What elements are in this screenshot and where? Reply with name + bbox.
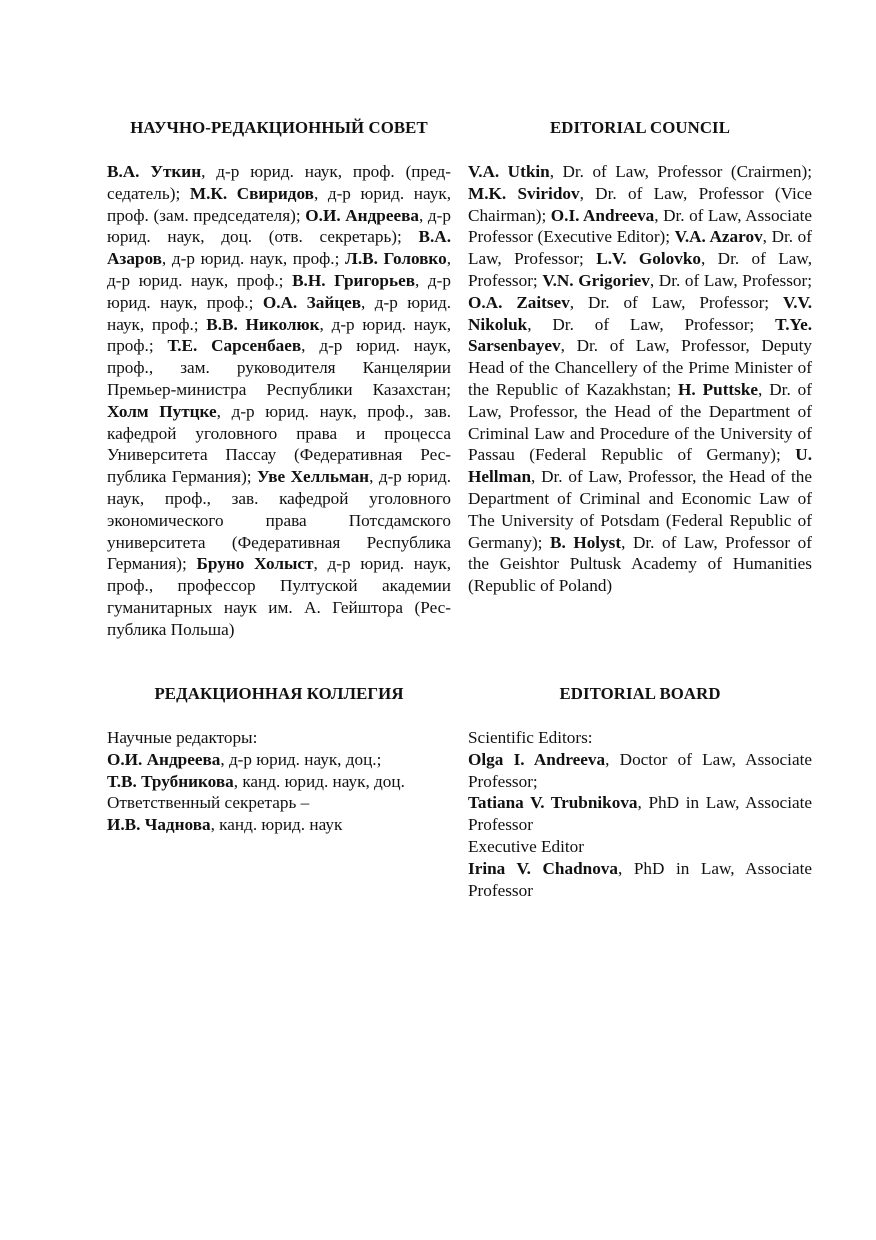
ru-council-member-name: Т.Е. Сарсенбаев [167,336,302,356]
ru-council-member-name: М.К. Свиридов [189,183,314,203]
ru-editor-1 [107,749,451,771]
ru-council-member-name: В.В. Николюк [206,314,320,334]
en-council-member-desc: , Dr. of Law, Professor; [468,249,812,290]
en-council-member-name: V.A. Utkin [468,162,550,181]
en-editor-2-desc: , PhD in Law, Associate Professor [468,793,812,835]
ru-council-member-desc: , д-р юрид. наук, проф.; [107,314,451,356]
ru-council-member-desc: , д-р юрид. наук, проф., зав. кафедрой уголовного права и процесса Университета Пассау (Федеративная Республика Германия); [107,401,451,487]
ru-council-member-desc: , д-р юрид. наук, проф.; [107,249,451,290]
en-council-member-name: V.A. Azarov [674,227,763,247]
ru-editor-1-desc: , д-р юрид. наук, доц.; [220,749,382,769]
en-council-member-name: O.I. Andreeva [550,205,655,225]
en-council-title: EDITORIAL COUNCIL [550,118,730,137]
en-board-section [468,683,812,901]
ru-council-section [107,117,451,641]
ru-council-member-name: В.А. Азаров [107,227,451,269]
en-council-member-desc: , Dr. of Law, Professor of the Geishtor Pultusk Academy of Humanities (Republic of Poland) [468,532,812,596]
en-council-member-desc: , Dr. of Law, Professor (Vice Chairman); [468,183,812,225]
ru-editor-2 [107,771,451,793]
en-secretary-desc: , PhD in Law, Associate Professor [468,858,812,900]
ru-council-member-desc: , д-р юрид. наук, проф., профессор Пултуской академии гуманитарных наук им. А. Гейштора (Республика Польша) [107,554,451,639]
en-council-member-name: V.N. Grigoriev [542,270,650,290]
ru-council-member-name: Холм Путцке [107,401,217,421]
ru-secretary-desc: , канд. юрид. наук [210,815,343,835]
en-council-member-desc: , Dr. of Law, Professor; [569,292,784,312]
en-council-member-name: L.V. Golovko [596,249,701,269]
en-council-member-desc: , Dr. of Law, Professor; [649,270,812,290]
ru-council-member-desc: , д-р юрид. наук, проф. (председатель); [107,162,451,203]
ru-council-member-desc: , д-р юрид. наук, проф. (зам. председателя); [107,183,451,225]
ru-council-member-desc: , д-р юрид. наук, проф., зав. кафедрой уголовного экономического права Потсдамского университета (Федеративная Республика Германия); [107,467,451,574]
en-council-member-name: O.A. Zaitsev [468,292,570,312]
en-editor-2-name: Tatiana V. Trubnikova [468,793,638,813]
ru-secretary [107,814,451,836]
ru-sci-editors-label: Научные редакторы: [107,728,258,747]
ru-secretary-name: И.В. Чаднова [107,815,211,835]
ru-board-title: РЕДАКЦИОННАЯ КОЛЛЕГИЯ [154,684,404,703]
ru-council-list [107,161,451,641]
en-sci-editors-label: Scientific Editors: [468,728,593,747]
en-council-member-name: U. Hellman [468,445,812,487]
ru-board-list [107,727,451,836]
ru-secretary-label: Ответственный секретарь – [107,793,310,813]
ru-council-member-name: Уве Хелльман [257,467,370,487]
en-council-member-desc: , Dr. of Law, Professor, Deputy Head of the Chancellery of the Prime Minister of the Republic of Kazakhstan; [468,336,812,399]
ru-board-section [107,683,451,836]
en-council-member-desc: , Dr. of Law, Professor, the Head of the Department of Criminal and Economic Law of The University of Potsdam (Federal Republic of Germany); [468,467,812,552]
en-secretary [468,858,812,902]
en-council-member-desc: , Dr. of Law, Professor, the Head of the Department of Criminal Law and Procedure of the University of Passau (Federal Republic of Germany); [468,379,812,465]
ru-council-member-name: О.И. Андреева [305,205,419,225]
en-board-list [468,727,812,901]
ru-council-member-name: В.А. Уткин [107,162,202,181]
en-secretary-label: Executive Editor [468,836,584,856]
ru-council-member-desc: , д-р юрид. наук, проф., зам. руководителя Канцелярии Премьер-министра Республики Казахстан; [107,336,451,399]
ru-editor-2-name: Т.В. Трубникова [107,771,234,791]
ru-council-title: НАУЧНО-РЕДАКЦИОННЫЙ СОВЕТ [130,118,428,137]
ru-council-member-name: В.Н. Григорьев [292,270,415,290]
en-council-member-name: H. Puttske [678,379,759,399]
en-council-list [468,161,812,597]
en-council-member-name: M.K. Sviridov [468,183,580,203]
en-secretary-name: Irina V. Chadnova [468,858,618,878]
en-editor-1 [468,749,812,793]
en-council-section [468,117,812,597]
en-council-member-desc: , Dr. of Law, Professor (Crairmen); [549,162,812,181]
en-council-member-desc: , Dr. of Law, Professor; [468,227,812,269]
en-editor-2 [468,792,812,836]
ru-council-member-desc: , д-р юрид. наук, проф.; [107,292,451,334]
en-council-member-name: T.Ye. Sarsenbayev [468,314,812,356]
ru-council-member-name: Бруно Холыст [196,554,314,574]
ru-council-member-desc: , д-р юрид. наук, проф.; [107,270,451,312]
en-editor-1-name: Olga I. Andreeva [468,749,606,769]
ru-council-member-name: О.А. Зайцев [262,292,362,312]
en-council-member-desc: , Dr. of Law, Professor; [527,314,776,334]
ru-editor-1-name: О.И. Андреева [107,749,221,769]
en-council-member-desc: , Dr. of Law, Associate Professor (Executive Editor); [468,205,812,247]
ru-council-member-desc: , д-р юрид. наук, проф.; [161,249,346,269]
en-editor-1-desc: , Doctor of Law, Associate Professor; [468,749,812,791]
en-board-title: EDITORIAL BOARD [559,684,721,703]
ru-editor-2-desc: , канд. юрид. наук, доц. [233,771,405,791]
en-council-member-name: B. Holyst [550,532,622,552]
ru-council-member-name: Л.В. Головко [345,249,447,269]
ru-council-member-desc: , д-р юрид. наук, доц. (отв. секретарь); [107,205,451,247]
en-council-member-name: V.V. Nikoluk [468,292,812,334]
